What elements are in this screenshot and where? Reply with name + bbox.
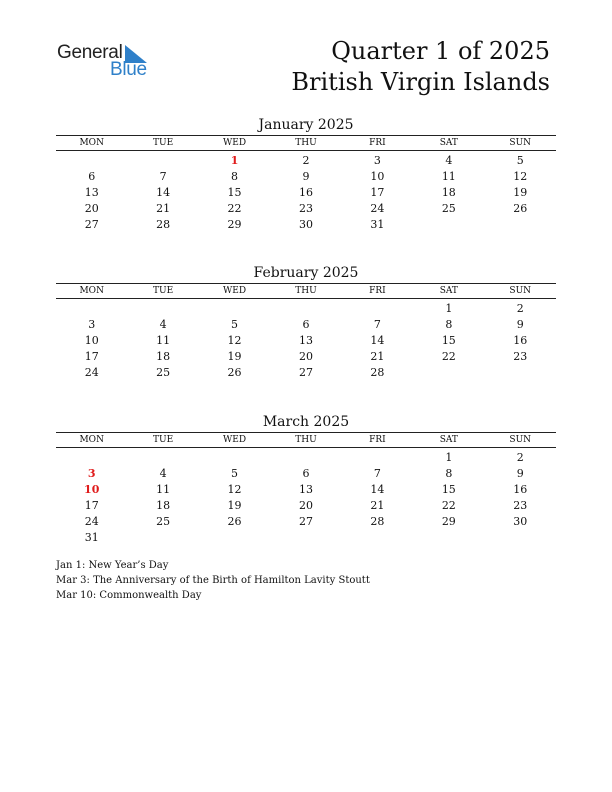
weekday-sat: SAT bbox=[439, 435, 458, 445]
day-cell: 24 bbox=[84, 366, 99, 379]
week-row bbox=[56, 301, 556, 317]
week-row bbox=[56, 530, 556, 546]
day-cell: 6 bbox=[302, 467, 310, 480]
day-cell bbox=[56, 450, 127, 466]
weekday-header bbox=[56, 432, 556, 448]
day-cell bbox=[127, 153, 198, 169]
day-cell: 24 bbox=[370, 202, 385, 215]
holiday-notes bbox=[56, 558, 370, 603]
day-cell: 30 bbox=[513, 515, 528, 528]
day-cell bbox=[56, 301, 127, 317]
weekday-tue: TUE bbox=[153, 138, 174, 148]
day-cell: 8 bbox=[445, 467, 453, 480]
title-quarter: Quarter 1 of 2025 bbox=[331, 37, 550, 65]
day-cell bbox=[413, 365, 484, 381]
day-cell: 12 bbox=[513, 170, 528, 183]
title-country: British Virgin Islands bbox=[291, 68, 550, 96]
day-cell: 18 bbox=[156, 350, 171, 363]
weekday-mon: MON bbox=[79, 435, 104, 445]
day-cell: 3 bbox=[88, 318, 96, 331]
weekday-sat: SAT bbox=[439, 138, 458, 148]
day-cell: 11 bbox=[441, 170, 456, 183]
day-cell: 30 bbox=[298, 218, 313, 231]
month-grid bbox=[56, 299, 556, 381]
day-cell bbox=[127, 530, 198, 546]
day-cell bbox=[199, 450, 270, 466]
holiday-note: Mar 3: The Anniversary of the Birth of Hamilton Lavity Stoutt bbox=[56, 575, 370, 586]
day-cell: 16 bbox=[513, 334, 528, 347]
day-cell: 27 bbox=[298, 515, 313, 528]
day-cell: 12 bbox=[227, 483, 242, 496]
day-cell: 17 bbox=[84, 350, 99, 363]
day-cell: 23 bbox=[513, 499, 528, 512]
day-cell: 7 bbox=[373, 318, 381, 331]
day-cell: 26 bbox=[227, 515, 242, 528]
day-cell: 6 bbox=[302, 318, 310, 331]
day-cell: 29 bbox=[227, 218, 242, 231]
month-title: March 2025 bbox=[262, 414, 350, 430]
weekday-wed: WED bbox=[223, 286, 247, 296]
day-cell: 2 bbox=[302, 154, 310, 167]
week-row bbox=[56, 466, 556, 482]
week-row bbox=[56, 153, 556, 169]
day-cell: 20 bbox=[298, 499, 313, 512]
day-cell: 14 bbox=[370, 334, 385, 347]
day-cell bbox=[199, 301, 270, 317]
day-cell: 16 bbox=[298, 186, 313, 199]
weekday-header bbox=[56, 135, 556, 151]
weekday-wed: WED bbox=[223, 435, 247, 445]
day-cell: 12 bbox=[227, 334, 242, 347]
day-cell: 4 bbox=[159, 467, 167, 480]
day-cell: 24 bbox=[84, 515, 99, 528]
day-cell: 13 bbox=[84, 186, 99, 199]
day-cell: 18 bbox=[156, 499, 171, 512]
holiday-day-cell: 10 bbox=[84, 483, 100, 496]
holiday-day-cell: 3 bbox=[87, 467, 96, 480]
day-cell bbox=[270, 450, 341, 466]
day-cell: 4 bbox=[159, 318, 167, 331]
day-cell bbox=[56, 153, 127, 169]
weekday-fri: FRI bbox=[369, 286, 386, 296]
month-title: February 2025 bbox=[253, 265, 359, 281]
day-cell: 14 bbox=[156, 186, 171, 199]
day-cell: 2 bbox=[516, 302, 524, 315]
day-cell: 28 bbox=[156, 218, 171, 231]
day-cell: 31 bbox=[370, 218, 385, 231]
week-row bbox=[56, 349, 556, 365]
day-cell bbox=[485, 530, 556, 546]
day-cell: 22 bbox=[227, 202, 242, 215]
day-cell: 5 bbox=[516, 154, 524, 167]
weekday-thu: THU bbox=[295, 435, 317, 445]
day-cell: 19 bbox=[513, 186, 528, 199]
week-row bbox=[56, 217, 556, 233]
weekday-fri: FRI bbox=[369, 435, 386, 445]
week-row bbox=[56, 365, 556, 381]
day-cell: 16 bbox=[513, 483, 528, 496]
day-cell: 11 bbox=[156, 334, 171, 347]
day-cell bbox=[485, 217, 556, 233]
day-cell: 26 bbox=[227, 366, 242, 379]
day-cell bbox=[127, 450, 198, 466]
day-cell bbox=[342, 450, 413, 466]
day-cell: 5 bbox=[231, 318, 239, 331]
day-cell bbox=[342, 301, 413, 317]
month-grid bbox=[56, 151, 556, 233]
day-cell: 28 bbox=[370, 515, 385, 528]
day-cell bbox=[413, 530, 484, 546]
weekday-sun: SUN bbox=[509, 286, 532, 296]
logo-text-general: General bbox=[57, 42, 123, 63]
weekday-thu: THU bbox=[295, 138, 317, 148]
holiday-day-cell: 1 bbox=[230, 154, 239, 167]
day-cell: 9 bbox=[516, 318, 524, 331]
day-cell: 25 bbox=[441, 202, 456, 215]
weekday-tue: TUE bbox=[153, 435, 174, 445]
day-cell bbox=[127, 301, 198, 317]
week-row bbox=[56, 185, 556, 201]
day-cell: 23 bbox=[513, 350, 528, 363]
day-cell: 15 bbox=[441, 334, 456, 347]
month-grid bbox=[56, 448, 556, 546]
day-cell: 31 bbox=[84, 531, 99, 544]
holiday-note: Jan 1: New Year’s Day bbox=[56, 560, 169, 571]
day-cell: 7 bbox=[159, 170, 167, 183]
day-cell: 1 bbox=[445, 451, 453, 464]
day-cell: 10 bbox=[84, 334, 99, 347]
day-cell: 2 bbox=[516, 451, 524, 464]
day-cell: 9 bbox=[302, 170, 310, 183]
day-cell: 6 bbox=[88, 170, 96, 183]
weekday-mon: MON bbox=[79, 138, 104, 148]
month-march bbox=[56, 412, 556, 546]
weekday-sat: SAT bbox=[439, 286, 458, 296]
day-cell: 27 bbox=[84, 218, 99, 231]
weekday-thu: THU bbox=[295, 286, 317, 296]
week-row bbox=[56, 201, 556, 217]
day-cell: 29 bbox=[441, 515, 456, 528]
weekday-wed: WED bbox=[223, 138, 247, 148]
day-cell: 22 bbox=[441, 499, 456, 512]
day-cell: 4 bbox=[445, 154, 453, 167]
day-cell: 13 bbox=[298, 483, 313, 496]
day-cell: 20 bbox=[84, 202, 99, 215]
day-cell: 17 bbox=[370, 186, 385, 199]
holiday-note: Mar 10: Commonwealth Day bbox=[56, 590, 202, 601]
week-row bbox=[56, 317, 556, 333]
day-cell: 5 bbox=[231, 467, 239, 480]
day-cell bbox=[270, 301, 341, 317]
day-cell: 1 bbox=[445, 302, 453, 315]
day-cell bbox=[270, 530, 341, 546]
day-cell bbox=[342, 530, 413, 546]
week-row bbox=[56, 498, 556, 514]
week-row bbox=[56, 333, 556, 349]
week-row bbox=[56, 482, 556, 498]
day-cell: 26 bbox=[513, 202, 528, 215]
weekday-fri: FRI bbox=[369, 138, 386, 148]
month-title: January 2025 bbox=[258, 117, 354, 133]
day-cell: 17 bbox=[84, 499, 99, 512]
day-cell: 27 bbox=[298, 366, 313, 379]
day-cell: 25 bbox=[156, 366, 171, 379]
day-cell: 8 bbox=[231, 170, 239, 183]
week-row bbox=[56, 169, 556, 185]
day-cell: 3 bbox=[373, 154, 381, 167]
month-february bbox=[56, 263, 556, 381]
day-cell: 20 bbox=[298, 350, 313, 363]
day-cell: 7 bbox=[373, 467, 381, 480]
day-cell: 21 bbox=[370, 350, 385, 363]
logo-text-blue: Blue bbox=[110, 59, 147, 80]
month-january bbox=[56, 115, 556, 233]
day-cell: 13 bbox=[298, 334, 313, 347]
day-cell: 21 bbox=[156, 202, 171, 215]
weekday-sun: SUN bbox=[509, 138, 532, 148]
week-row bbox=[56, 514, 556, 530]
weekday-sun: SUN bbox=[509, 435, 532, 445]
day-cell: 25 bbox=[156, 515, 171, 528]
generalblue-logo bbox=[57, 42, 157, 82]
page-title bbox=[291, 36, 550, 98]
day-cell: 22 bbox=[441, 350, 456, 363]
day-cell: 21 bbox=[370, 499, 385, 512]
day-cell: 19 bbox=[227, 350, 242, 363]
day-cell: 23 bbox=[298, 202, 313, 215]
day-cell bbox=[199, 530, 270, 546]
day-cell bbox=[413, 217, 484, 233]
day-cell: 18 bbox=[441, 186, 456, 199]
day-cell: 14 bbox=[370, 483, 385, 496]
day-cell: 9 bbox=[516, 467, 524, 480]
day-cell: 15 bbox=[227, 186, 242, 199]
day-cell: 28 bbox=[370, 366, 385, 379]
day-cell: 10 bbox=[370, 170, 385, 183]
day-cell: 19 bbox=[227, 499, 242, 512]
weekday-header bbox=[56, 283, 556, 299]
weekday-tue: TUE bbox=[153, 286, 174, 296]
day-cell bbox=[485, 365, 556, 381]
day-cell: 15 bbox=[441, 483, 456, 496]
week-row bbox=[56, 450, 556, 466]
day-cell: 11 bbox=[156, 483, 171, 496]
day-cell: 8 bbox=[445, 318, 453, 331]
weekday-mon: MON bbox=[79, 286, 104, 296]
